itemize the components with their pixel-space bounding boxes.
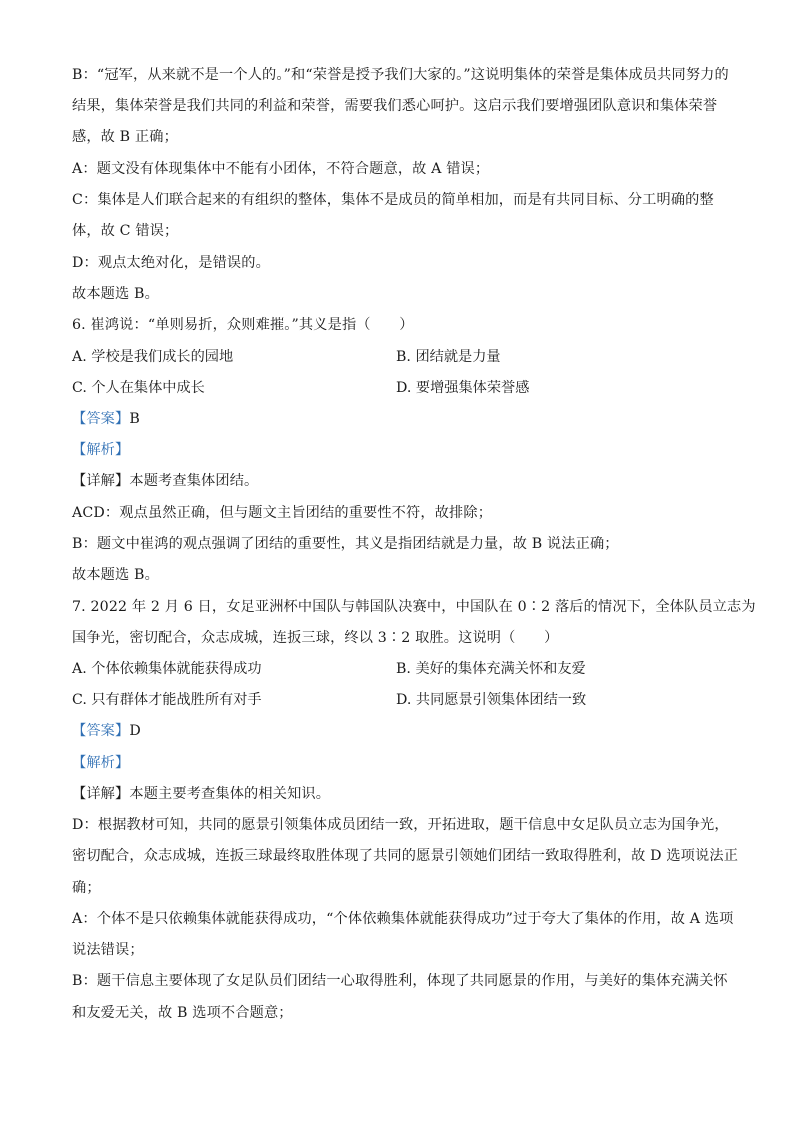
q7-option-b: B. 美好的集体充满关怀和友爱: [396, 661, 586, 677]
q6-b-line: B：题文中崔鸿的观点强调了团结的重要性，其义是指团结就是力量，故 B 说法正确；: [72, 536, 619, 552]
answer-tag: 【答案】: [72, 723, 130, 739]
q6-option-d: D. 要增强集体荣誉感: [396, 380, 530, 396]
q6-option-b: B. 团结就是力量: [396, 349, 501, 365]
q6-option-c: C. 个人在集体中成长: [72, 380, 205, 396]
q6-conclusion: 故本题选 B。: [72, 567, 159, 583]
q5-c-line-1: C：集体是人们联合起来的有组织的整体，集体不是成员的简单相加，而是有共同目标、分工明确的整: [72, 192, 714, 208]
q6-acd-line: ACD：观点虽然正确，但与题文主旨团结的重要性不符，故排除；: [72, 505, 493, 521]
q7-b-line-1: B：题干信息主要体现了女足队员们团结一心取得胜利，体现了共同愿景的作用，与美好的集体充满关怀: [72, 973, 728, 989]
q6-detail: [72, 471, 728, 491]
q7-option-c: C. 只有群体才能战胜所有对手: [72, 692, 262, 708]
q6-stem: 6. 崔鸿说：“单则易折，众则难摧。”其义是指（ ）: [72, 317, 414, 333]
q5-b-line-1: B：“冠军，从来就不是一个人的。”和“荣誉是授予我们大家的。”这说明集体的荣誉是集体成员共同努力的: [72, 67, 729, 83]
q5-d-line: D：观点太绝对化，是错误的。: [72, 255, 270, 271]
q7-option-d: D. 共同愿景引领集体团结一致: [396, 692, 587, 708]
analysis-tag: 【解析】: [72, 755, 130, 771]
answer-value: B: [129, 411, 140, 427]
q6-answer: [72, 409, 728, 429]
q7-answer: [72, 721, 728, 741]
q7-analysis: [72, 753, 728, 773]
q7-a-line-2: 说法错误；: [72, 942, 144, 958]
q6-option-a: A. 学校是我们成长的园地: [72, 349, 234, 365]
answer-value: D: [129, 723, 141, 739]
q7-option-a: A. 个体依赖集体就能获得成功: [72, 661, 262, 677]
analysis-tag: 【解析】: [72, 442, 130, 458]
detail-text: 本题考查集体团结。: [129, 473, 259, 489]
answer-tag: 【答案】: [72, 411, 130, 427]
detail-tag: 【详解】: [72, 473, 130, 489]
detail-text: 本题主要考查集体的相关知识。: [129, 786, 331, 802]
q7-d-line-1: D：根据教材可知，共同的愿景引领集体成员团结一致，开拓进取，题干信息中女足队员立志为国争光，: [72, 817, 729, 833]
q5-conclusion: 故本题选 B。: [72, 286, 159, 302]
q7-a-line-1: A：个体不是只依赖集体就能获得成功，“个体依赖集体就能获得成功”过于夸大了集体的作用，故 A 选项: [72, 911, 734, 927]
q7-d-line-3: 确；: [72, 880, 101, 896]
q7-detail: [72, 784, 728, 804]
q6-analysis: [72, 440, 728, 460]
detail-tag: 【详解】: [72, 786, 130, 802]
q7-d-line-2: 密切配合，众志成城，连扳三球最终取胜体现了共同的愿景引领她们团结一致取得胜利，故 D 选项说法正: [72, 848, 739, 864]
q5-c-line-2: 体，故 C 错误；: [72, 223, 179, 239]
q5-b-line-3: 感，故 B 正确；: [72, 129, 178, 145]
q7-stem-line-1: 7. 2022 年 2 月 6 日，女足亚洲杯中国队与韩国队决赛中，中国队在 0∶2 落后的情况下，全体队员立志为: [72, 599, 756, 615]
q5-a-line: A：题文没有体现集体中不能有小团体，不符合题意，故 A 错误；: [72, 161, 490, 177]
q7-stem-line-2: 国争光，密切配合，众志成城，连扳三球，终以 3∶2 取胜。这说明（ ）: [72, 630, 559, 646]
q7-b-line-2: 和友爱无关，故 B 选项不合题意；: [72, 1005, 293, 1021]
q5-b-line-2: 结果，集体荣誉是我们共同的利益和荣誉，需要我们悉心呵护。这启示我们要增强团队意识和集体荣誉: [72, 98, 718, 114]
